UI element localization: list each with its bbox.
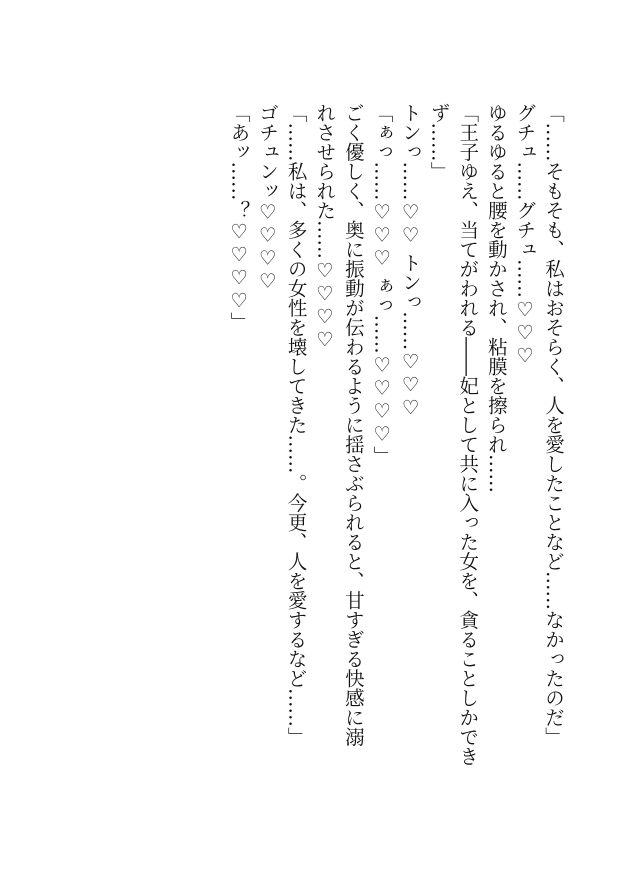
text-line-9: れさせられた……♡♡♡♡ — [313, 103, 337, 351]
text-line-12: 「あッ……？♡♡♡♡」 — [227, 103, 251, 332]
text-line-4: 「王子ゆえ、当てがわれる――妃として共に入った女を、貪ることしかでき — [456, 103, 480, 766]
vertical-text-body — [224, 103, 567, 783]
text-line-8: ごく優しく、奥に振動が伝わるように揺さぶられると、甘すぎる快感に溺 — [341, 103, 365, 747]
text-line-10: 「……私は、多くの女性を壊してきた……。今更、人を愛するなど……」 — [284, 103, 308, 747]
text-line-1: 「……そもそも、私はおそらく、人を愛したことなど……なかったのだ」 — [542, 103, 565, 747]
text-line-3: ゆるゆると腰を動かされ、粘膜を擦られ…… — [484, 103, 508, 493]
text-line-2: グチュ……グチュ……♡♡♡ — [513, 103, 537, 367]
text-line-6: トンっ……♡♡ トンっ……♡♡♡ — [399, 103, 423, 420]
text-line-5: ず……」 — [427, 103, 451, 181]
text-line-7: 「ぁっ……♡♡♡ ぁっ……♡♡♡♡」 — [370, 103, 394, 466]
text-line-11: ゴチュンッ♡♡♡♡ — [256, 103, 280, 293]
